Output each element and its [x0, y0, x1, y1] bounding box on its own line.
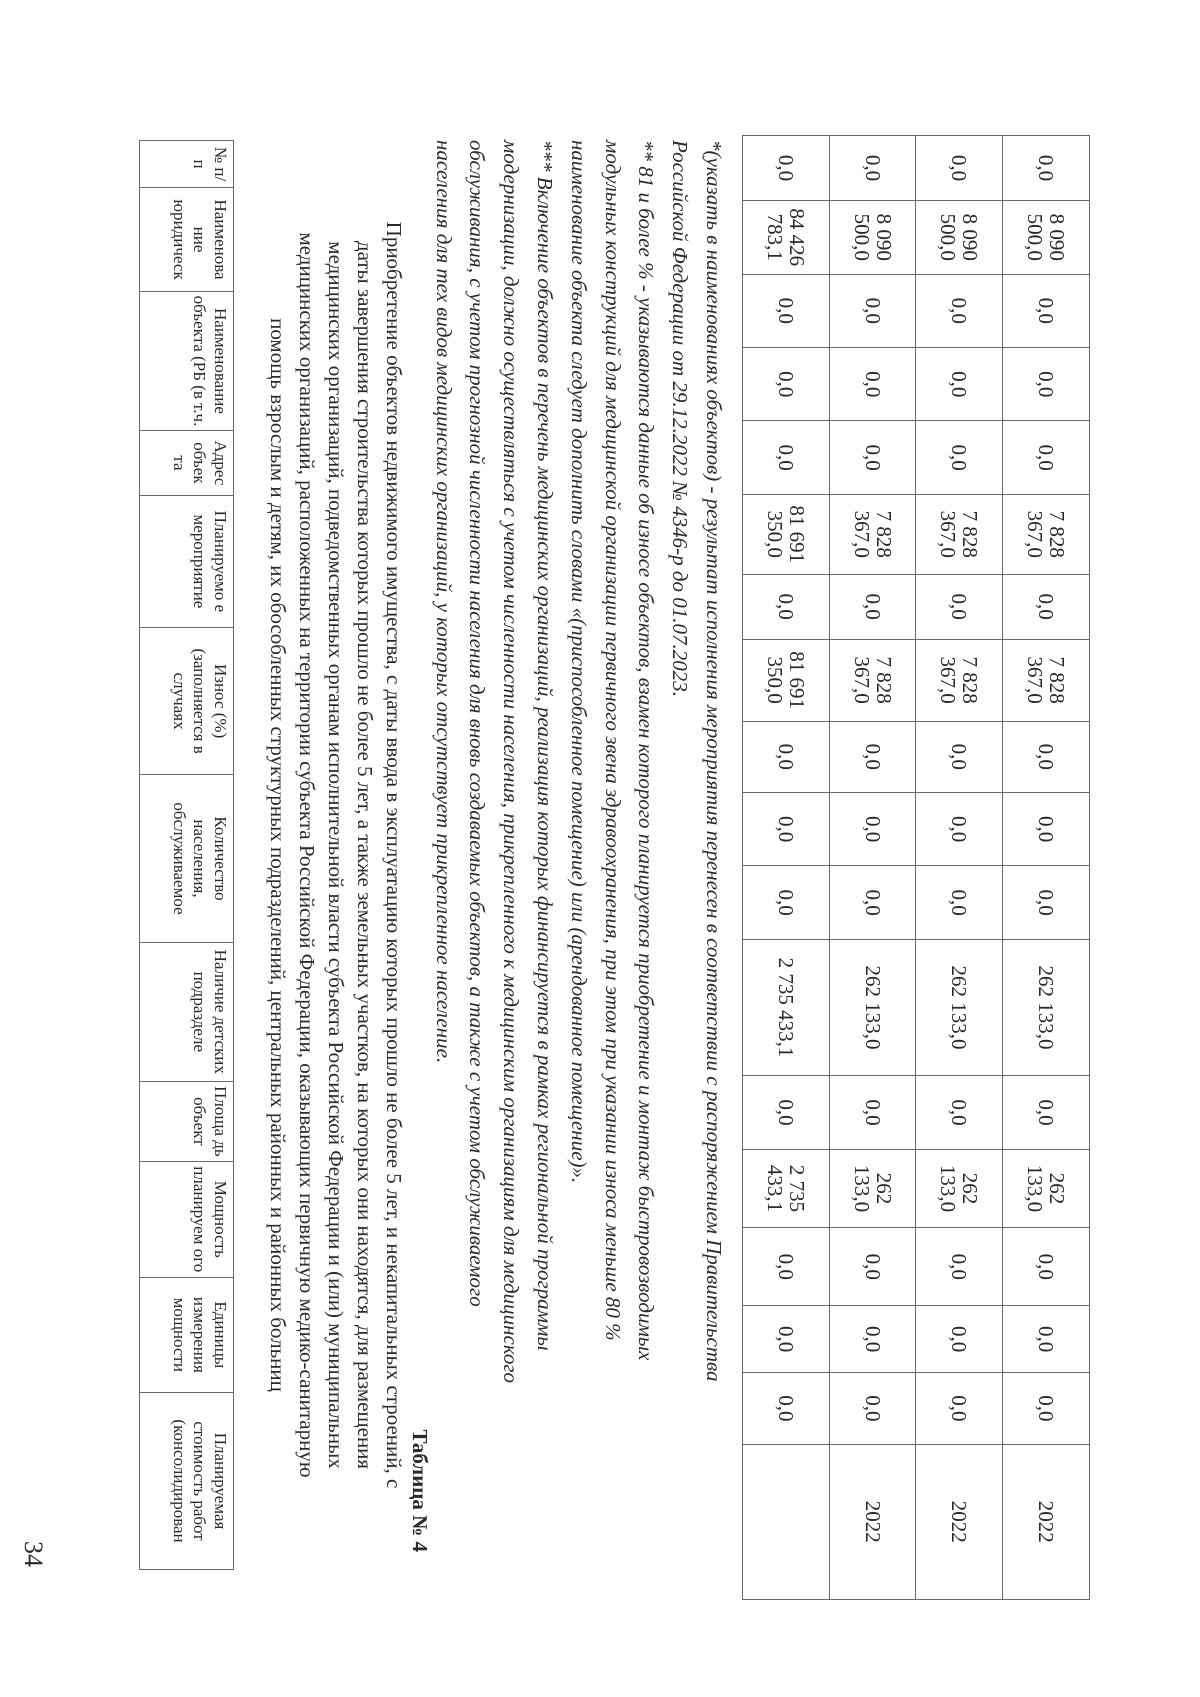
footnotes	[426, 140, 730, 1384]
table-cell: 0,0	[1003, 347, 1090, 420]
table-cell: 7 828 367,0	[829, 639, 916, 721]
table-cell: 7 828 367,0	[916, 494, 1003, 574]
table-cell: 0,0	[829, 421, 916, 494]
table-cell: 7 828 367,0	[1003, 639, 1090, 721]
table-cell: 0,0	[1003, 792, 1090, 865]
table-row	[916, 136, 1003, 1600]
column-header: Мощность планируем ого	[140, 1162, 234, 1278]
table-cell: 0,0	[1003, 1228, 1090, 1306]
table-cell: 0,0	[743, 1373, 830, 1444]
footnote-line: *** Включение объектов в перечень медицинских организаций, реализация которых финансируется в рамках региональной программы	[533, 140, 558, 1351]
table-cell: 0,0	[916, 274, 1003, 347]
column-header: Площа дь объект	[140, 1081, 234, 1161]
table-cell: 0,0	[916, 792, 1003, 865]
footnote-line: ** 81 и более % - указываются данные об износе объектов, взамен которого планируется приобретение и монтаж быстровозводимых	[634, 140, 659, 1361]
table-cell: 0,0	[743, 1228, 830, 1306]
table-row	[829, 136, 916, 1600]
table-cell: 262 133,0	[916, 939, 1003, 1075]
column-header: № п/ п	[140, 141, 234, 188]
table-cell: 0,0	[829, 721, 916, 792]
table-cell: 0,0	[1003, 1306, 1090, 1373]
table-cell: 0,0	[829, 1306, 916, 1373]
table-row	[743, 136, 830, 1600]
page-number: 34	[19, 1541, 48, 1567]
column-header: Количество населения, обслуживаемое	[140, 775, 234, 942]
table-cell: 0,0	[916, 574, 1003, 639]
table-cell: 7 828 367,0	[829, 494, 916, 574]
footnote-line: наименование объекта следует дополнить словами «(приспособленное помещение) или (арендованное помещение)».	[566, 140, 591, 1184]
table-cell: 262 133,0	[1003, 1149, 1090, 1228]
data-table-body	[743, 136, 1090, 1600]
table-cell: 0,0	[829, 136, 916, 201]
table-cell: 8 090 500,0	[916, 201, 1003, 274]
table-cell: 0,0	[829, 1373, 916, 1444]
table-cell: 0,0	[916, 136, 1003, 201]
table-title-line: Приобретение объектов недвижимого имущества, с даты ввода в эксплуатацию которых прошло не более 5 лет, и некапитальных строений, с	[382, 221, 406, 1489]
column-header: Наименова ние юридическ	[140, 188, 234, 292]
table-cell: 0,0	[743, 866, 830, 939]
table-cell: 0,0	[743, 792, 830, 865]
table-cell: 0,0	[1003, 1373, 1090, 1444]
table-cell: 0,0	[743, 721, 830, 792]
footnote-line: Российской Федерации от 29.12.2022 № 4346-р до 01.07.2023.	[668, 140, 693, 698]
table-cell: 0,0	[743, 274, 830, 347]
table-cell: 7 828 367,0	[916, 639, 1003, 721]
table-cell: 2022	[1003, 1444, 1090, 1599]
table-cell: 0,0	[743, 347, 830, 420]
table-cell: 0,0	[916, 1076, 1003, 1149]
table-cell: 0,0	[743, 574, 830, 639]
table-cell: 0,0	[829, 866, 916, 939]
table-title-line: даты завершения строительства которых прошло не более 5 лет, а также земельных участков, на которых они находятся, для размещения	[353, 240, 377, 1470]
table-cell: 0,0	[743, 421, 830, 494]
table-cell: 84 426 783,1	[743, 201, 830, 274]
table-cell: 262 133,0	[916, 1149, 1003, 1228]
table-cell	[743, 1444, 830, 1599]
table-title	[263, 140, 408, 1570]
table-cell: 2 735 433,1	[743, 1149, 830, 1228]
table-cell: 0,0	[1003, 721, 1090, 792]
column-header: Адрес объек та	[140, 431, 234, 496]
table-cell: 0,0	[916, 347, 1003, 420]
table4-header	[139, 140, 234, 1570]
column-header: Планируемо е мероприятие	[140, 495, 234, 627]
table-cell: 0,0	[829, 1076, 916, 1149]
table-cell: 0,0	[916, 421, 1003, 494]
table-title-line: помощь взрослым и детям, их обособленных структурных подразделений, центральных районных и районных больниц	[266, 318, 290, 1392]
column-header: Износ (%) (заполняется в случаях	[140, 627, 234, 774]
column-header: Наличие детских подразделе	[140, 942, 234, 1081]
table-cell: 8 090 500,0	[829, 201, 916, 274]
table-title-line: медицинских организаций, расположенных на территории субъекта Российской Федерации, оказывающих первичную медико-санитарную	[295, 232, 319, 1478]
table-cell: 0,0	[829, 574, 916, 639]
table-cell: 0,0	[829, 792, 916, 865]
table-cell: 0,0	[743, 1306, 830, 1373]
table-cell: 0,0	[743, 136, 830, 201]
table-cell: 8 090 500,0	[1003, 201, 1090, 274]
table-cell: 7 828 367,0	[1003, 494, 1090, 574]
table-cell: 0,0	[916, 1373, 1003, 1444]
table-cell: 0,0	[1003, 274, 1090, 347]
table-cell: 262 133,0	[1003, 939, 1090, 1075]
table-cell: 0,0	[1003, 866, 1090, 939]
table-cell: 0,0	[743, 1076, 830, 1149]
table-cell: 0,0	[829, 1228, 916, 1306]
table-cell: 0,0	[1003, 421, 1090, 494]
footnote-line: модернизации, должно осуществляться с учетом численности населения, прикрепленного к медицинским организациям для медицинского	[499, 140, 524, 1384]
data-table	[742, 135, 1090, 1600]
table-cell: 2022	[916, 1444, 1003, 1599]
column-header: Наименование объекта (РБ (в т.ч.	[140, 291, 234, 430]
column-header: Планируемая стоимость работ (консолидирован	[140, 1393, 234, 1570]
footnote-line: *(указать в наименованиях объектов) - результат исполнения мероприятия перенесен в соответствии с распоряжением Правительства	[702, 140, 726, 1382]
table-cell: 262 133,0	[829, 939, 916, 1075]
table-cell: 0,0	[1003, 136, 1090, 201]
table-cell: 2022	[829, 1444, 916, 1599]
table-cell: 0,0	[829, 274, 916, 347]
table-cell: 81 691 350,0	[743, 494, 830, 574]
table-cell: 0,0	[829, 347, 916, 420]
table-cell: 0,0	[1003, 1076, 1090, 1149]
table4-header-row	[140, 141, 234, 1570]
table-cell: 0,0	[1003, 574, 1090, 639]
table-cell: 0,0	[916, 721, 1003, 792]
footnote-line: населения для тех видов медицинских организаций, у которых отсутствует прикрепленное население.	[431, 140, 456, 1064]
table-cell: 0,0	[916, 866, 1003, 939]
table-cell: 2 735 433,1	[743, 939, 830, 1075]
table-title-line: медицинских организаций, подведомственных органам исполнительной власти субъекта Российской Федерации и (или) муниципальных	[324, 241, 348, 1469]
column-header: Единицы измерения мощности	[140, 1277, 234, 1393]
table-cell: 262 133,0	[829, 1149, 916, 1228]
footnote-line: модульных конструкций для медицинской организации первичного звена здравоохранения, при этом при указании износа меньше 80 %	[600, 140, 625, 1341]
table-number-label: Таблица № 4	[408, 1429, 432, 1552]
table-row	[1003, 136, 1090, 1600]
table-cell: 0,0	[916, 1228, 1003, 1306]
table-cell: 81 691 350,0	[743, 639, 830, 721]
footnote-line: обслуживания, с учетом прогнозной численности населения для вновь создаваемых объектов, а также с учетом обслуживаемого	[465, 140, 490, 1307]
table-cell: 0,0	[916, 1306, 1003, 1373]
